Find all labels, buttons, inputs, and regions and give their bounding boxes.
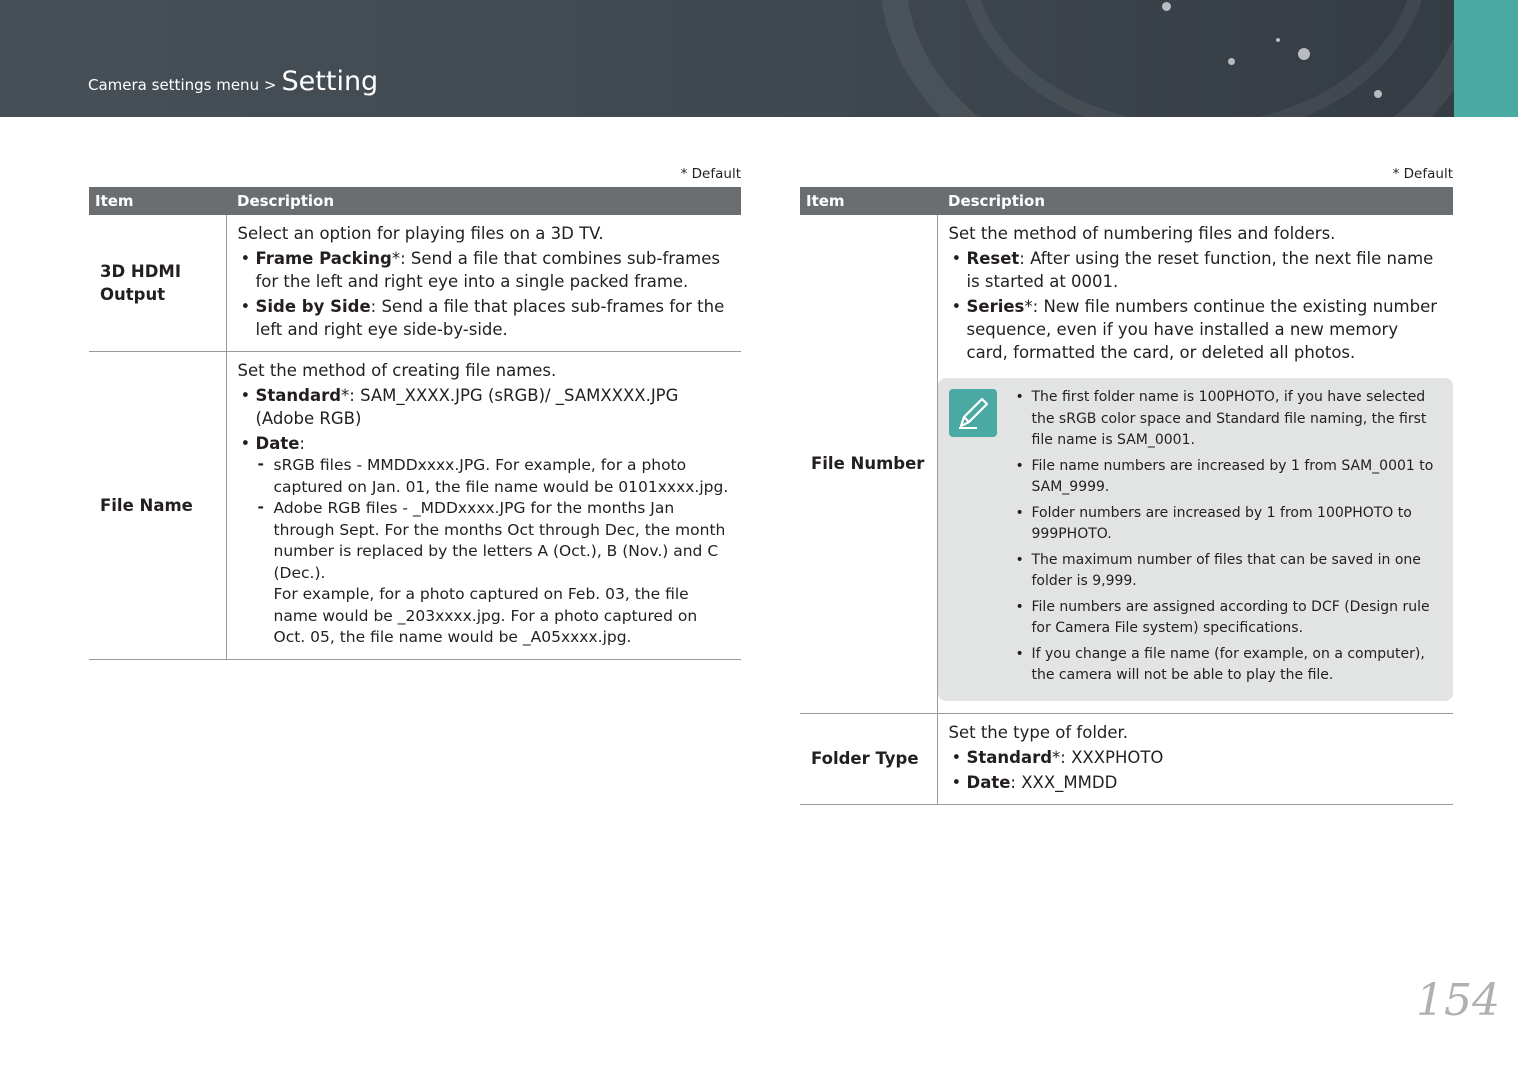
item-file-name: File Name <box>89 352 226 660</box>
note-item: • The first folder name is 100PHOTO, if you have selected the sRGB color space and Standard file naming, the first file name is SAM_0001. <box>1008 387 1444 452</box>
description-file-number <box>937 215 1453 713</box>
page-number: 154 <box>1416 975 1500 1026</box>
description-3d-hdmi-output <box>226 215 741 352</box>
note-box <box>938 378 1454 701</box>
option-item <box>238 384 732 430</box>
option-text: *: XXXPHOTO <box>1052 747 1164 767</box>
table-row-3d-hdmi <box>89 215 741 352</box>
option-item <box>238 295 732 341</box>
option-item <box>949 746 1444 769</box>
header-sparkle <box>1374 90 1382 98</box>
option-term: Date <box>255 434 300 454</box>
option-list <box>238 384 732 649</box>
table-row-file-name <box>89 352 741 660</box>
option-text: : Send a file that places sub-frames for the left and right eye side-by-side. <box>255 297 725 339</box>
sub-option-list <box>256 455 732 649</box>
header-sparkle <box>1228 58 1235 65</box>
option-item <box>949 247 1444 293</box>
option-term: Standard <box>255 386 342 406</box>
table-row-file-number <box>800 215 1453 713</box>
column-header-description: Description <box>226 187 741 215</box>
sub-option-example: For example, for a photo captured on Feb. 03, the file name would be _203xxxx.jpg. For a photo captured on Oct. 05, the file name would be _A05xxxx.jpg. <box>273 585 698 647</box>
column-header-item: Item <box>89 187 226 215</box>
description-lead: Set the type of folder. <box>948 722 1129 742</box>
description-lead: Set the method of creating file names. <box>237 361 557 381</box>
option-list <box>949 247 1444 364</box>
option-term: Standard <box>966 747 1053 767</box>
table-row-folder-type <box>800 713 1453 804</box>
option-term: Side by Side <box>255 297 371 316</box>
option-term: Frame Packing <box>255 249 392 268</box>
note-item: • The maximum number of files that can be saved in one folder is 9,999. <box>1008 550 1444 593</box>
settings-table-left <box>89 187 741 660</box>
breadcrumb <box>88 66 378 97</box>
option-text: *: SAM_XXXX.JPG (sRGB)/ _SAMXXXX.JPG (Adobe RGB) <box>255 386 679 429</box>
description-folder-type <box>937 713 1453 804</box>
option-item <box>949 771 1444 794</box>
item-folder-type: Folder Type <box>800 713 937 804</box>
header-sparkle <box>1276 38 1280 42</box>
description-lead: Set the method of numbering files and folders. <box>948 224 1336 243</box>
sub-option-text: Adobe RGB files - _MDDxxxx.JPG for the months Jan through Sept. For the months Oct through Dec, the month number is replaced by the letters A (Oct.), B (Nov.) and C (Dec.). <box>273 499 726 582</box>
option-term: Date <box>966 772 1011 792</box>
option-text: : After using the reset function, the next file name is started at 0001. <box>966 249 1434 291</box>
description-lead: Select an option for playing files on a 3D TV. <box>237 224 604 243</box>
header-accent-tab <box>1454 0 1518 117</box>
item-file-number: File Number <box>800 215 937 713</box>
option-text: : XXX_MMDD <box>1010 772 1118 792</box>
default-note-left: * Default <box>680 166 741 182</box>
page-title: Setting <box>281 66 379 97</box>
breadcrumb-section[interactable]: Camera settings menu > <box>88 76 277 94</box>
option-item <box>949 295 1444 364</box>
option-item <box>238 432 732 649</box>
header-sparkle <box>1298 48 1310 60</box>
default-note-right: * Default <box>1392 166 1453 182</box>
sub-option-item: - sRGB files - MMDDxxxx.JPG. For example, for a photo captured on Jan. 01, the file name would be 0101xxxx.jpg. <box>256 455 732 498</box>
item-3d-hdmi-output: 3D HDMI Output <box>89 215 226 352</box>
option-text: *: New file numbers continue the existing number sequence, even if you have installed a new memory card, formatted the card, or deleted all photos. <box>966 297 1438 362</box>
description-file-name <box>226 352 741 660</box>
pen-icon <box>949 389 997 437</box>
table-header-row <box>800 187 1453 215</box>
note-item: • If you change a file name (for example, on a computer), the camera will not be able to play the file. <box>1008 644 1444 687</box>
option-term: Series <box>966 297 1025 316</box>
column-header-item: Item <box>800 187 937 215</box>
option-list <box>949 746 1444 794</box>
option-item <box>238 247 732 293</box>
header-sparkle <box>1162 2 1171 11</box>
note-item: • File name numbers are increased by 1 from SAM_0001 to SAM_9999. <box>1008 456 1444 499</box>
page-header <box>0 0 1518 117</box>
note-list <box>1008 387 1444 687</box>
sub-option-item <box>256 498 732 649</box>
settings-table-right <box>800 187 1453 805</box>
note-item: • Folder numbers are increased by 1 from 100PHOTO to 999PHOTO. <box>1008 503 1444 546</box>
option-text: *: Send a file that combines sub-frames for the left and right eye into a single packed frame. <box>255 249 720 291</box>
table-header-row <box>89 187 741 215</box>
option-text: : <box>299 434 305 454</box>
column-header-description: Description <box>937 187 1453 215</box>
note-item: • File numbers are assigned according to DCF (Design rule for Camera File system) specifications. <box>1008 597 1444 640</box>
option-term: Reset <box>966 249 1020 268</box>
option-list <box>238 247 732 341</box>
